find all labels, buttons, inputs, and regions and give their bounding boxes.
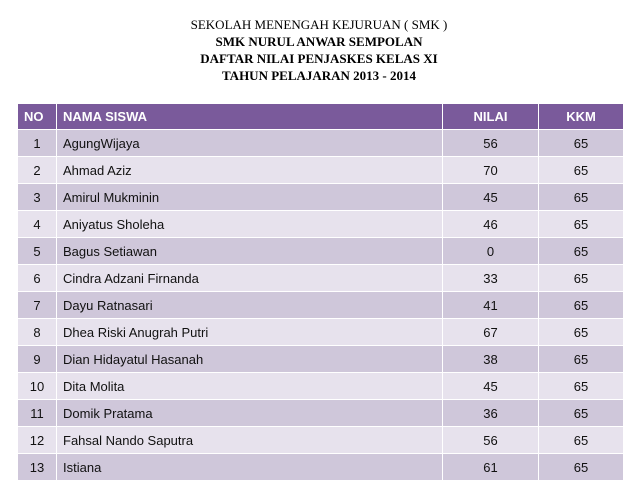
cell-no: 1 bbox=[18, 130, 57, 157]
cell-kkm: 65 bbox=[539, 292, 624, 319]
cell-kkm: 65 bbox=[539, 130, 624, 157]
cell-kkm: 65 bbox=[539, 184, 624, 211]
cell-nama-siswa: Istiana bbox=[57, 454, 443, 481]
header-kkm: KKM bbox=[539, 104, 624, 130]
table-row bbox=[18, 346, 624, 373]
cell-no: 6 bbox=[18, 265, 57, 292]
grades-table bbox=[17, 103, 624, 481]
cell-kkm: 65 bbox=[539, 373, 624, 400]
table-row bbox=[18, 130, 624, 157]
cell-nilai: 36 bbox=[443, 400, 539, 427]
cell-nama-siswa: Dita Molita bbox=[57, 373, 443, 400]
table-row bbox=[18, 157, 624, 184]
table-header-row bbox=[18, 104, 624, 130]
cell-kkm: 65 bbox=[539, 238, 624, 265]
cell-kkm: 65 bbox=[539, 427, 624, 454]
cell-nilai: 45 bbox=[443, 373, 539, 400]
cell-no: 10 bbox=[18, 373, 57, 400]
cell-kkm: 65 bbox=[539, 319, 624, 346]
cell-nilai: 56 bbox=[443, 427, 539, 454]
cell-nilai: 70 bbox=[443, 157, 539, 184]
cell-nilai: 67 bbox=[443, 319, 539, 346]
table-row bbox=[18, 265, 624, 292]
school-name: SMK NURUL ANWAR SEMPOLAN bbox=[215, 34, 423, 49]
header-nilai: NILAI bbox=[443, 104, 539, 130]
table-row bbox=[18, 400, 624, 427]
table-row bbox=[18, 454, 624, 481]
table-row bbox=[18, 373, 624, 400]
cell-nama-siswa: AgungWijaya bbox=[57, 130, 443, 157]
table-row bbox=[18, 427, 624, 454]
cell-no: 11 bbox=[18, 400, 57, 427]
table-row bbox=[18, 319, 624, 346]
academic-year: TAHUN PELAJARAN 2013 - 2014 bbox=[221, 68, 417, 83]
cell-nama-siswa: Dayu Ratnasari bbox=[57, 292, 443, 319]
cell-no: 12 bbox=[18, 427, 57, 454]
cell-nama-siswa: Fahsal Nando Saputra bbox=[57, 427, 443, 454]
cell-nama-siswa: Bagus Setiawan bbox=[57, 238, 443, 265]
cell-nilai: 56 bbox=[443, 130, 539, 157]
table-row bbox=[18, 292, 624, 319]
cell-kkm: 65 bbox=[539, 346, 624, 373]
cell-no: 9 bbox=[18, 346, 57, 373]
cell-nilai: 46 bbox=[443, 211, 539, 238]
cell-no: 8 bbox=[18, 319, 57, 346]
cell-no: 2 bbox=[18, 157, 57, 184]
cell-nilai: 0 bbox=[443, 238, 539, 265]
cell-nilai: 33 bbox=[443, 265, 539, 292]
cell-nama-siswa: Aniyatus Sholeha bbox=[57, 211, 443, 238]
cell-kkm: 65 bbox=[539, 157, 624, 184]
cell-nama-siswa: Cindra Adzani Firnanda bbox=[57, 265, 443, 292]
cell-nama-siswa: Dhea Riski Anugrah Putri bbox=[57, 319, 443, 346]
cell-kkm: 65 bbox=[539, 400, 624, 427]
cell-nilai: 45 bbox=[443, 184, 539, 211]
cell-nilai: 41 bbox=[443, 292, 539, 319]
cell-nilai: 38 bbox=[443, 346, 539, 373]
table-row bbox=[18, 238, 624, 265]
header-no: NO bbox=[18, 104, 57, 130]
cell-no: 7 bbox=[18, 292, 57, 319]
cell-kkm: 65 bbox=[539, 265, 624, 292]
header-nama-siswa: NAMA SISWA bbox=[57, 104, 443, 130]
document-heading bbox=[0, 16, 638, 84]
cell-kkm: 65 bbox=[539, 454, 624, 481]
cell-no: 4 bbox=[18, 211, 57, 238]
cell-nilai: 61 bbox=[443, 454, 539, 481]
table-body bbox=[18, 130, 624, 481]
table-row bbox=[18, 211, 624, 238]
table-row bbox=[18, 184, 624, 211]
school-type-title: SEKOLAH MENENGAH KEJURUAN ( SMK ) bbox=[190, 17, 448, 32]
cell-no: 3 bbox=[18, 184, 57, 211]
cell-nama-siswa: Domik Pratama bbox=[57, 400, 443, 427]
cell-no: 5 bbox=[18, 238, 57, 265]
list-title: DAFTAR NILAI PENJASKES KELAS XI bbox=[200, 51, 438, 66]
cell-nama-siswa: Dian Hidayatul Hasanah bbox=[57, 346, 443, 373]
cell-no: 13 bbox=[18, 454, 57, 481]
cell-nama-siswa: Ahmad Aziz bbox=[57, 157, 443, 184]
cell-nama-siswa: Amirul Mukminin bbox=[57, 184, 443, 211]
cell-kkm: 65 bbox=[539, 211, 624, 238]
